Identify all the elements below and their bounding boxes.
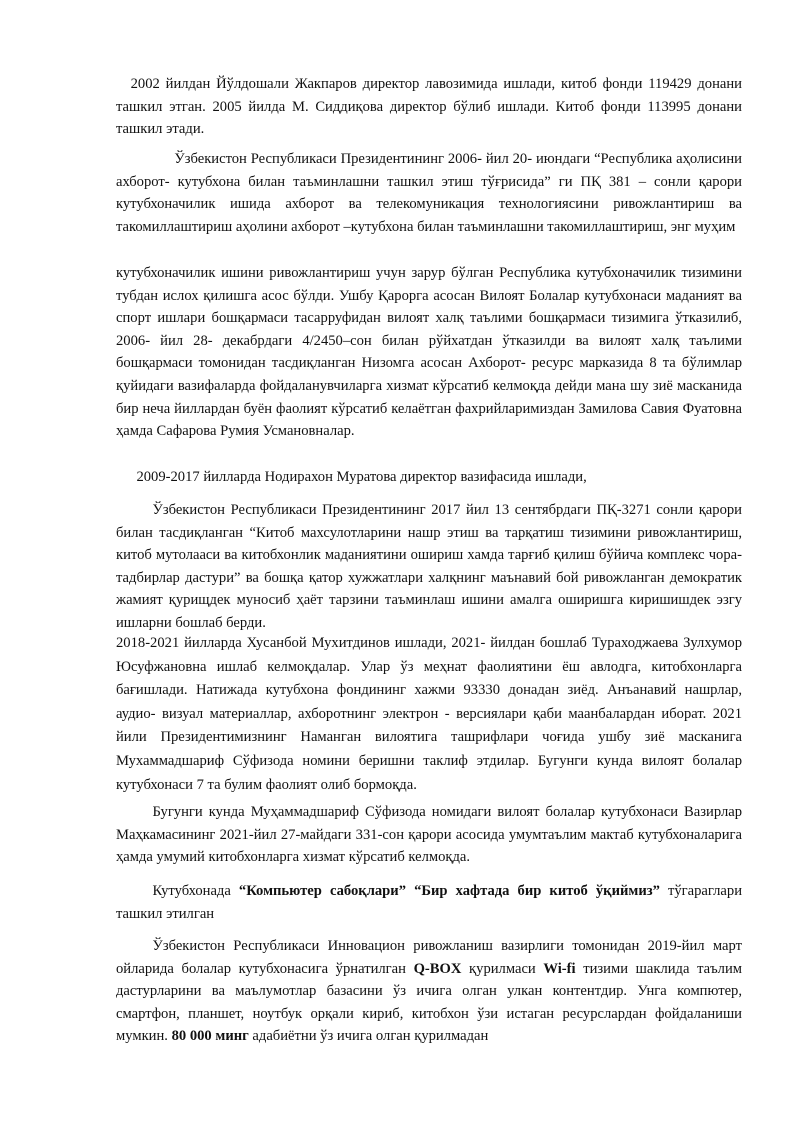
text-run: 2002 йилдан Йўлдошали Жакпаров директор лавозимида ишлади, китоб фонди 119429 донани ташкил этган. 2005 йилда М. Сиддиқова директор бўлиб ишлади. Китоб фонди 113995 донани ташкил этади. xyxy=(116,76,742,138)
bold-text-run: Q-BOX xyxy=(413,960,462,977)
bold-text-run: 80 000 минг xyxy=(171,1028,249,1045)
text-run: кутубхоначилик ишини ривожлантириш учун зарур бўлган Республика кутубхоначилик тизимини тубдан ислох қилишга асос бўлди. Ушбу Қарорга асосан Вилоят Болалар кутубхонаси маданият ва спорт ишлари бошқармаси тасарруфидан вилоят халқ таълими бошқармаси тизимига ўтказилиб, 2006- йил 28- декабрдаги 4/2450–сон билан рўйхатдан ўтказилди ва вилоят халқ таълими бошқармаси томонидан тасдиқланган Низомга асосан Ахборот- ресурс марказида 8 та бўлимлар қуйидаги вазифаларда фойдаланувчиларга хизмат кўрсатиб келмоқда дейди мана шу зиё масканида бир неча йиллардан буён фаолият кўрсатиб келаётган фахрийларимиздан Замилова Савия Фуатовна ҳамда Сафарова Румия Усмановналар. xyxy=(116,265,742,440)
text-run: Ўзбекистон Республикаси Президентининг 2017 йил 13 сентябрдаги ПҚ-3271 сонли қарори билан тасдиқланган “Китоб махсулотларини нашр этиш ва тарқатиш тизимини ривожлантириш, китоб мутолааси ва китобхонлик маданиятини ошириш хамда тарғиб қилиш бўйича комплекс чора-тадбирлар дастури” ва бошқа қатор хужжатлари халқнинг маънавий бой ривожланган демократик жамият қурищдек муносиб ҳаёт тарзини таъминлаш ишини амалга оширишга киришишдек эзгу ишларни бошлаб берди. xyxy=(116,502,742,631)
paragraph-directors-2002-2005 xyxy=(116,73,742,141)
paragraph-library-system-reform xyxy=(116,262,742,443)
text-run: тўгараглари ташкил этилган xyxy=(116,883,743,922)
paragraph-library-services xyxy=(116,801,742,869)
text-run: Кутубхонада xyxy=(152,883,239,899)
paragraph-qbox-device xyxy=(116,935,742,1048)
text-run: Бугунги кунда Муҳаммадшариф Сўфизода номидаги вилоят болалар кутубхонаси Вазирлар Маҳкамасининг 2021-йил 27-майдаги 331-сон қарори асосида умумтаълим мактаб кутубхоналарига ҳамда умумий китобхонларга хизмат кўрсатиб келмоқда. xyxy=(116,804,742,866)
text-run: 2018-2021 йилларда Хусанбой Мухитдинов ишлади, 2021- йилдан бошлаб Тураходжаева Зулхумор Юсуфжановна ишлаб келмоқдалар. Улар ўз меҳнат фаолиятини ёш авлодга, китобхонларга бағишлади. Натижада кутубхона фондининг хажми 93330 донадан зиёд. Анъанавий нашрлар, аудио- визуал материаллар, ахборотнинг электрон - версиялари қаби маанбалардан иборат. 2021 йили Президентимизнинг Наманган вилоятига ташрифлари чоғида ушбу зиё масканига Мухаммадшариф Сўфизода номини беришни таклиф этдилар. Бугунги кунда вилоят болалар кутубхонаси 7 та булим фаолият олиб бормоқда. xyxy=(116,635,742,793)
text-run: тизими шаклида таълим дастурларини ва маълумотлар базасини ўз ичига олган улкан контентдир. Унга компютер, смартфон, планшет, ноутбук орқали кириб, китобхон ўзи истаган ресурслардан фойдаланиши мумкин. xyxy=(116,960,742,1045)
bold-text-run: “Компьютер сабоқлари” “Бир хафтада бир китоб ўқиймиз” xyxy=(238,883,660,899)
text-run: Ўзбекистон Республикаси Инновацион ривожланиш вазирлиги томонидан 2019-йил март ойларида болалар кутубхонасига ўрнатилган xyxy=(116,938,742,977)
paragraph-director-2009-2017 xyxy=(116,466,742,489)
paragraph-resolution-2006 xyxy=(116,148,742,238)
text-run: қурилмаси xyxy=(461,960,544,977)
text-run: Ўзбекистон Республикаси Президентининг 2006- йил 20- июндаги “Республика аҳолисини ахборот- кутубхона билан таъминлашни ташкил этиш тўғрисида” ги ПҚ 381 – сонли қарори кутубхоначилик ишида ахборот ва телекомуникация технологиясини ривожлантириш ва такомиллаштириш аҳолини ахборот –кутубхона билан таъминлашни такомиллаштириш, энг муҳим xyxy=(116,151,742,235)
text-run: адабиётни ўз ичига олган қурилмадан xyxy=(248,1028,489,1045)
paragraph-directors-2018-2021 xyxy=(116,632,742,797)
paragraph-resolution-2017 xyxy=(116,499,742,635)
text-run: 2009-2017 йилларда Нодирахон Муратова директор вазифасида ишлади, xyxy=(136,469,587,485)
bold-text-run: Wi-fi xyxy=(543,960,576,977)
paragraph-clubs xyxy=(116,880,742,925)
